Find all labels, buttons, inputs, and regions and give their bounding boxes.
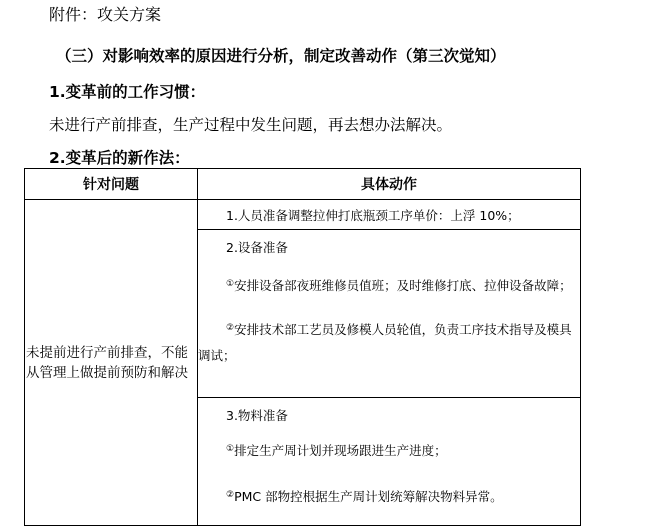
equipment-item-2-text: 安排技术部工艺员及修模人员轮值，负责工序技术指导及模具调试； [198,322,572,364]
equipment-item-1 [198,273,580,299]
circled-2-icon: ② [226,323,235,334]
after-heading: 2.变革后的新作法： [49,149,190,167]
before-heading: 1.变革前的工作习惯： [49,83,206,101]
material-item-2-text: PMC 部物控根据生产周计划统筹解决物料异常。 [234,488,503,504]
circled-1-icon: ① [226,279,235,290]
action-table [24,168,581,526]
material-item-1-text: 排定生产周计划并现场跟进生产进度； [234,442,447,458]
before-text: 未进行产前排查，生产过程中发生问题，再去想办法解决。 [49,116,453,134]
header-problem: 针对问题 [25,169,198,200]
action-material [198,397,581,525]
material-title: 3.物料准备 [226,407,288,423]
action-equipment [198,230,581,397]
problem-cell: 未提前进行产前排查，不能从管理上做提前预防和解决 [25,200,198,526]
attachment-label: 附件：攻关方案 [49,5,162,24]
material-item-2 [198,487,580,507]
action-personnel [198,200,581,230]
equipment-item-1-text: 安排设备部夜班维修员值班；及时维修打底、拉伸设备故障； [234,278,572,294]
circled-1-icon: ① [226,443,235,454]
header-action: 具体动作 [198,169,581,200]
action-personnel-text: 1.人员准备调整拉伸打底瓶颈工序单价：上浮 10%； [226,208,520,224]
section-title: （三）对影响效率的原因进行分析，制定改善动作（第三次觉知） [56,47,506,65]
material-item-1 [198,441,580,461]
equipment-item-2 [198,317,580,369]
equipment-title: 2.设备准备 [226,240,288,256]
circled-2-icon: ② [226,489,235,500]
